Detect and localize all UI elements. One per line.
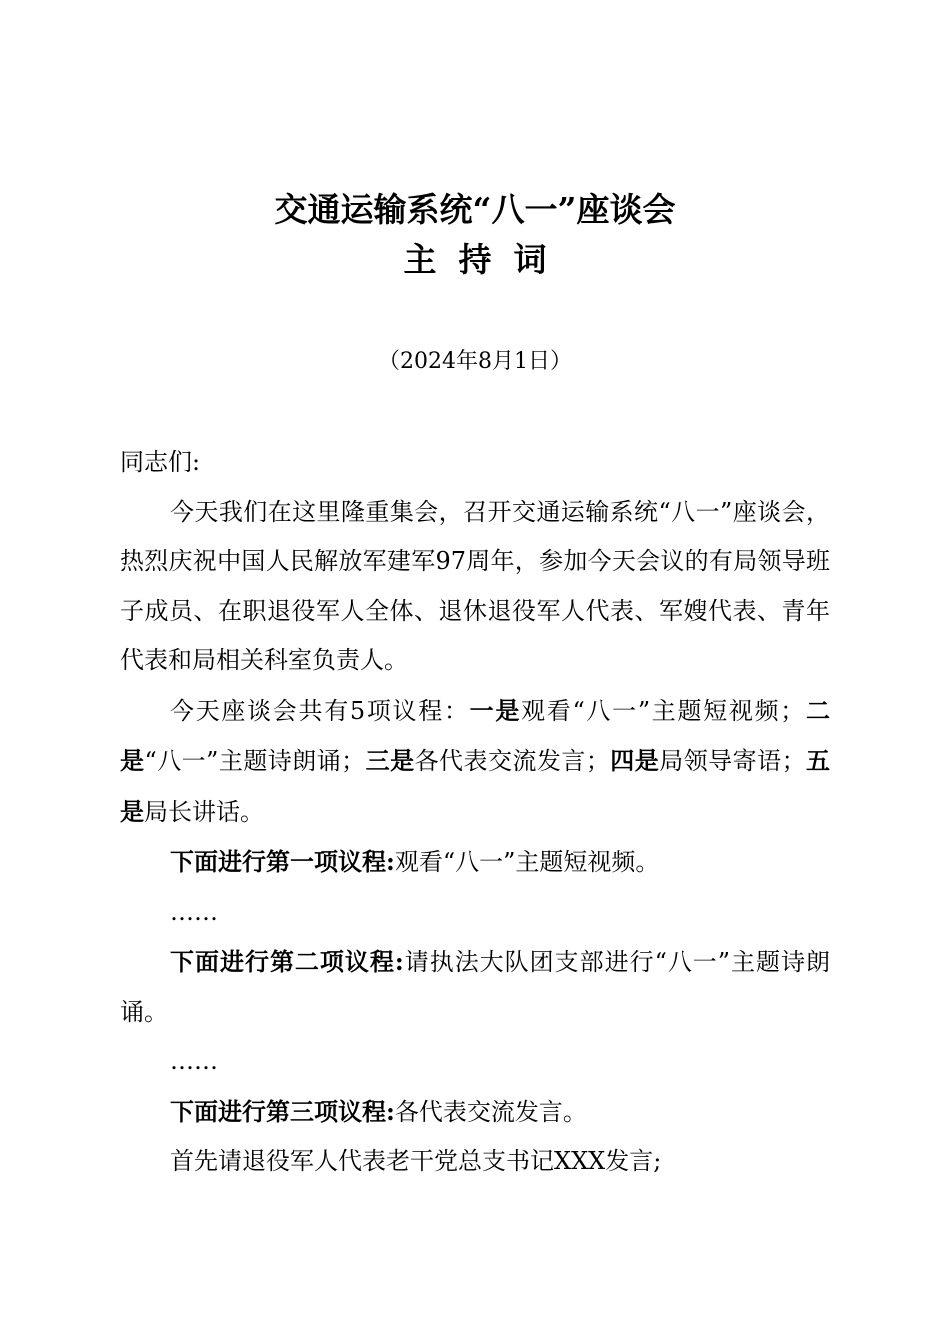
opening-paragraph: 今天我们在这里隆重集会，召开交通运输系统“八一”座谈会，热烈庆祝中国人民解放军建军97周年，参加今天会议的有局领导班子成员、在职退役军人全体、退休退役军人代表、军嫂代表、青年代表和局相关科室负责人。 xyxy=(120,497,830,674)
document-body xyxy=(120,438,830,1187)
agenda-1-paragraph xyxy=(120,837,830,888)
ellipsis-2: …… xyxy=(170,1047,218,1075)
salutation: 同志们: xyxy=(120,448,201,476)
agenda-3-label: 下面进行第三项议程: xyxy=(170,1096,395,1126)
agenda-item-3-text: 各代表交流发言； xyxy=(414,747,610,775)
agenda-1-text: 观看“八一”主题短视频。 xyxy=(394,848,660,876)
agenda-3-paragraph xyxy=(120,1087,830,1138)
ellipsis-1: …… xyxy=(170,897,218,926)
agenda-item-4-text: 局领导寄语； xyxy=(659,747,806,775)
document-date: （2024年8月1日） xyxy=(378,349,572,374)
agenda-2-paragraph xyxy=(120,937,830,1037)
agenda-overview-paragraph xyxy=(120,686,830,838)
agenda-item-2-text: “八一”主题诗朗诵； xyxy=(144,747,366,775)
agenda-item-1-text: 观看“八一”主题短视频； xyxy=(521,696,805,725)
agenda-item-4-label: 四是 xyxy=(609,746,660,775)
agenda-item-5-text: 局长讲话。 xyxy=(144,797,264,826)
agenda-intro: 今天座谈会共有5项议程： xyxy=(170,696,470,725)
document-subtitle: 主持词 xyxy=(403,240,569,279)
agenda-item-5-label: 五是 xyxy=(120,746,831,826)
agenda-item-3-label: 三是 xyxy=(365,746,415,775)
agenda-item-2-label: 二是 xyxy=(120,695,830,775)
agenda-1-label: 下面进行第一项议程: xyxy=(170,847,395,876)
agenda-item-1-label: 一是 xyxy=(469,695,522,725)
agenda-2-text: 请执法大队团支部进行“八一”主题诗朗诵。 xyxy=(120,948,831,1026)
agenda-2-label: 下面进行第二项议程: xyxy=(170,947,404,976)
document-title: 交通运输系统“八一”座谈会 xyxy=(274,190,676,229)
agenda-3-text: 各代表交流发言。 xyxy=(394,1097,587,1126)
closing-paragraph: 首先请退役军人代表老干党总支书记XXX发言; xyxy=(170,1147,662,1175)
